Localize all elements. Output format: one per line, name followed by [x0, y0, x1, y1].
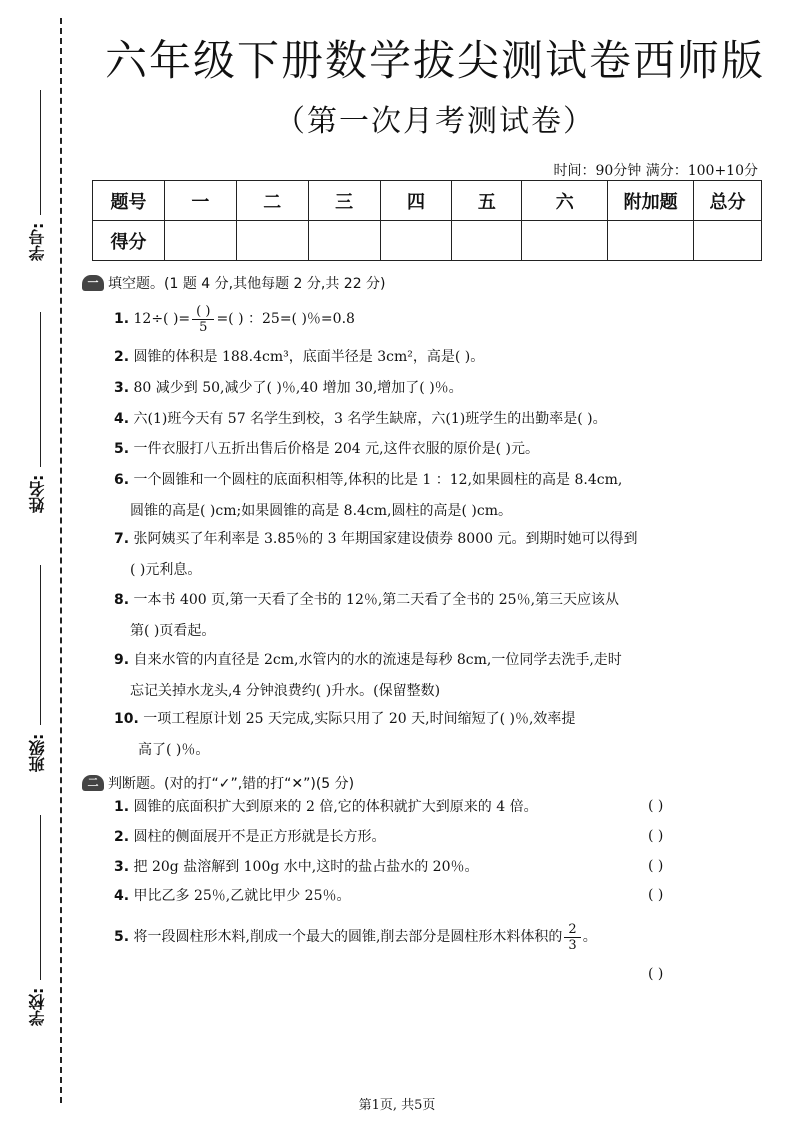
student-id-underline [40, 90, 41, 215]
question-text: 六(1)班今天有 57 名学生到校，3 名学生缺席，六(1)班学生的出勤率是( )。 [133, 411, 607, 427]
question-7-continued: ( )元利息。 [130, 562, 202, 578]
question-number: 7. [114, 531, 130, 547]
question-number: 5. [114, 929, 130, 945]
school-underline [40, 815, 41, 980]
score-cell[interactable] [522, 221, 608, 261]
fraction [192, 304, 214, 335]
question-number: 8. [114, 592, 130, 608]
student-id-field [26, 90, 56, 270]
section1-badge: 一 [82, 275, 104, 291]
question-text: =( ) ：25=( )％=0.8 [216, 311, 355, 327]
question-8-continued: 第( )页看起。 [130, 623, 216, 639]
question-text: 把 20g 盐溶解到 100g 水中,这时的盐占盐水的 20％。 [133, 859, 479, 875]
question-number: 4. [114, 411, 130, 427]
score-header-cell: 二 [236, 181, 308, 221]
question-number: 2. [114, 349, 130, 365]
score-header-cell: 附加题 [608, 181, 694, 221]
answer-paren[interactable]: ( ) [648, 966, 664, 982]
question-6-continued: 圆锥的高是( )cm;如果圆锥的高是 8.4cm,圆柱的高是( )cm。 [130, 503, 512, 519]
question-text: 圆柱的侧面展开不是正方形就是长方形。 [133, 829, 386, 845]
class-label: 班级: [28, 733, 47, 773]
question-number: 3. [114, 859, 130, 875]
question-5 [114, 440, 724, 458]
score-cell[interactable] [452, 221, 522, 261]
school-label: 学校: [28, 987, 47, 1027]
judge-question-1 [114, 798, 724, 816]
fraction-denominator: 3 [568, 937, 577, 953]
question-number: 9. [114, 652, 130, 668]
answer-paren[interactable]: ( ) [648, 828, 664, 844]
fraction-numerator: 2 [564, 922, 580, 938]
section2-heading [82, 773, 354, 793]
question-4 [114, 410, 724, 428]
score-header-cell: 总分 [694, 181, 762, 221]
question-3 [114, 379, 724, 397]
question-text: 圆锥的底面积扩大到原来的 2 倍,它的体积就扩大到原来的 4 倍。 [133, 799, 538, 815]
question-9-continued: 忘记关掉水龙头,4 分钟浪费约( )升水。(保留整数) [130, 683, 441, 699]
question-number: 1. [114, 311, 130, 327]
score-header-cell: 四 [380, 181, 452, 221]
question-text: 一件衣服打八五折出售后价格是 204 元,这件衣服的原价是( )元。 [133, 441, 539, 457]
question-10 [114, 710, 724, 728]
question-10-continued: 高了( )％。 [138, 742, 210, 758]
question-text: 自来水管的内直径是 2cm,水管内的水的流速是每秒 8cm,一位同学去洗手,走时 [133, 652, 622, 668]
question-2 [114, 348, 724, 366]
question-text-end: 。 [582, 929, 597, 945]
question-text: 一本书 400 页,第一天看了全书的 12％,第二天看了全书的 25％,第三天应该从 [133, 592, 620, 608]
question-number: 6. [114, 472, 130, 488]
score-header-cell: 六 [522, 181, 608, 221]
binding-dashed-line [60, 18, 62, 1103]
score-cell[interactable] [694, 221, 762, 261]
question-number: 5. [114, 441, 130, 457]
name-label: 姓名: [28, 474, 47, 514]
judge-question-2 [114, 828, 724, 846]
question-text: 一项工程原计划 25 天完成,实际只用了 20 天,时间缩短了( )％,效率提 [143, 711, 576, 727]
score-header-cell: 题号 [93, 181, 165, 221]
class-field [26, 565, 56, 780]
question-8 [114, 591, 724, 609]
score-table [92, 180, 762, 261]
score-row-label: 得分 [93, 221, 165, 261]
question-text: 张阿姨买了年利率是 3.85％的 3 年期国家建设债券 8000 元。到期时她可以得到 [133, 531, 638, 547]
score-cell[interactable] [380, 221, 452, 261]
name-field [26, 312, 56, 522]
score-table-header-row [93, 181, 762, 221]
time-info: 时间：90分钟 满分：100+10分 [553, 163, 758, 179]
question-text: 80 减少到 50,减少了( )％,40 增加 30,增加了( )％。 [133, 380, 463, 396]
question-number: 1. [114, 799, 130, 815]
score-cell[interactable] [608, 221, 694, 261]
judge-question-3 [114, 858, 724, 876]
question-text: 12÷( )= [133, 311, 191, 327]
question-number: 3. [114, 380, 130, 396]
answer-paren[interactable]: ( ) [648, 798, 664, 814]
question-text: 甲比乙多 25％,乙就比甲少 25％。 [133, 888, 351, 904]
question-number: 10. [114, 711, 139, 727]
judge-question-4 [114, 887, 724, 905]
page-subtitle: （第一次月考测试卷） [275, 104, 595, 139]
fraction-denominator: 5 [199, 319, 208, 335]
score-cell[interactable] [164, 221, 236, 261]
fraction-numerator: ( ) [192, 304, 214, 320]
section1-title: 填空题。(1 题 4 分,其他每题 2 分,共 22 分) [108, 276, 386, 292]
question-number: 4. [114, 888, 130, 904]
section2-title: 判断题。(对的打“✓”,错的打“✕”)(5 分) [108, 776, 355, 792]
score-cell[interactable] [308, 221, 380, 261]
question-7 [114, 530, 724, 548]
name-underline [40, 312, 41, 467]
answer-paren[interactable]: ( ) [648, 858, 664, 874]
page-footer: 第1页, 共5页 [358, 1098, 436, 1113]
student-id-label: 学号: [28, 222, 47, 262]
class-underline [40, 565, 41, 725]
question-text: 将一段圆柱形木料,削成一个最大的圆锥,削去部分是圆柱形木料体积的 [133, 929, 563, 945]
score-cell[interactable] [236, 221, 308, 261]
question-number: 2. [114, 829, 130, 845]
fraction [564, 922, 580, 953]
question-1 [114, 302, 724, 336]
question-9 [114, 651, 724, 669]
page-title: 六年级下册数学拔尖测试卷西师版 [104, 36, 765, 85]
judge-question-5 [114, 920, 724, 954]
question-text: 圆锥的体积是 188.4cm³，底面半径是 3cm²，高是( )。 [133, 349, 485, 365]
score-table-score-row [93, 221, 762, 261]
answer-paren[interactable]: ( ) [648, 887, 664, 903]
score-header-cell: 五 [452, 181, 522, 221]
question-6 [114, 471, 724, 489]
section2-badge: 二 [82, 775, 104, 791]
score-header-cell: 三 [308, 181, 380, 221]
question-text: 一个圆锥和一个圆柱的底面积相等,体积的比是 1 ：12,如果圆柱的高是 8.4cm, [133, 472, 623, 488]
section1-heading [82, 273, 386, 293]
score-header-cell: 一 [164, 181, 236, 221]
school-field [26, 815, 56, 1030]
